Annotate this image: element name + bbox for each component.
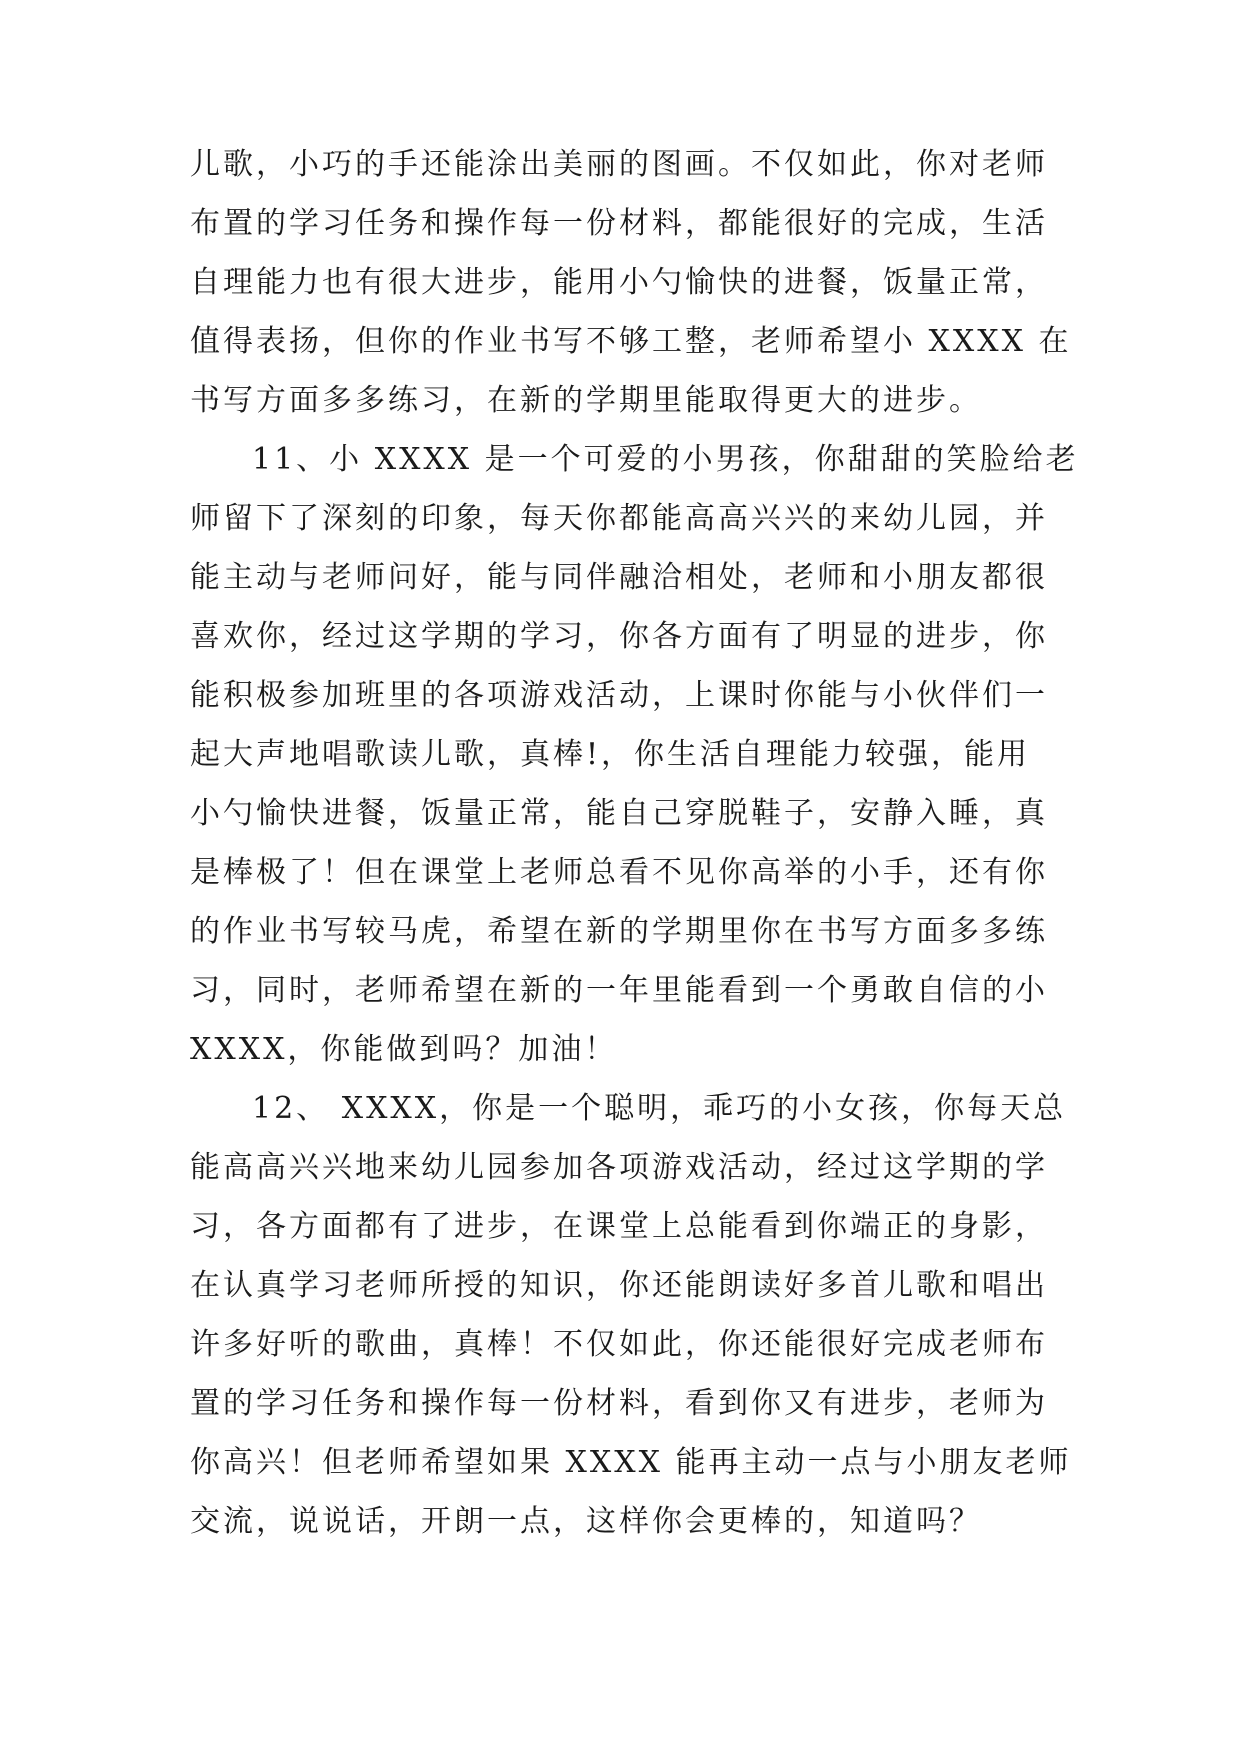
text-line: 自理能力也有很大进步，能用小勺愉快的进餐，饭量正常， [190,265,1048,300]
paragraph-12-start: 12、 XXXX，你是一个聪明，乖巧的小女孩，你每天总 [252,1091,1067,1126]
text-line: 能主动与老师问好，能与同伴融洽相处，老师和小朋友都很 [190,560,1048,595]
text-line: 儿歌，小巧的手还能涂出美丽的图画。不仅如此，你对老师 [190,147,1048,182]
text-line: 的作业书写较马虎，希望在新的学期里你在书写方面多多练 [190,914,1048,949]
text-line: 能高高兴兴地来幼儿园参加各项游戏活动，经过这学期的学 [190,1150,1048,1185]
text-line: 能积极参加班里的各项游戏活动，上课时你能与小伙伴们一 [190,678,1048,713]
text-line: 你高兴！但老师希望如果 XXXX 能再主动一点与小朋友老师 [190,1445,1072,1480]
text-line: 是棒极了！但在课堂上老师总看不见你高举的小手，还有你 [190,855,1048,890]
text-line: XXXX，你能做到吗？加油！ [190,1032,618,1067]
text-line: 起大声地唱歌读儿歌，真棒!，你生活自理能力较强，能用 [190,737,1031,772]
paragraph-11-start: 11、小 XXXX 是一个可爱的小男孩，你甜甜的笑脸给老 [252,442,1079,477]
text-line: 值得表扬，但你的作业书写不够工整，老师希望小 XXXX 在 [190,324,1072,359]
text-line: 习，各方面都有了进步，在课堂上总能看到你端正的身影， [190,1209,1048,1244]
text-line: 交流，说说话，开朗一点，这样你会更棒的，知道吗？ [190,1504,982,1539]
text-line: 小勺愉快进餐，饭量正常，能自己穿脱鞋子，安静入睡，真 [190,796,1048,831]
text-line: 布置的学习任务和操作每一份材料，都能很好的完成，生活 [190,206,1048,241]
text-line: 置的学习任务和操作每一份材料，看到你又有进步，老师为 [190,1386,1048,1421]
text-line: 师留下了深刻的印象，每天你都能高高兴兴的来幼儿园，并 [190,501,1048,536]
text-line: 在认真学习老师所授的知识，你还能朗读好多首儿歌和唱出 [190,1268,1048,1303]
text-line: 书写方面多多练习，在新的学期里能取得更大的进步。 [190,383,982,418]
text-line: 许多好听的歌曲，真棒！不仅如此，你还能很好完成老师布 [190,1327,1048,1362]
text-line: 习，同时，老师希望在新的一年里能看到一个勇敢自信的小 [190,973,1048,1008]
text-line: 喜欢你，经过这学期的学习，你各方面有了明显的进步，你 [190,619,1048,654]
